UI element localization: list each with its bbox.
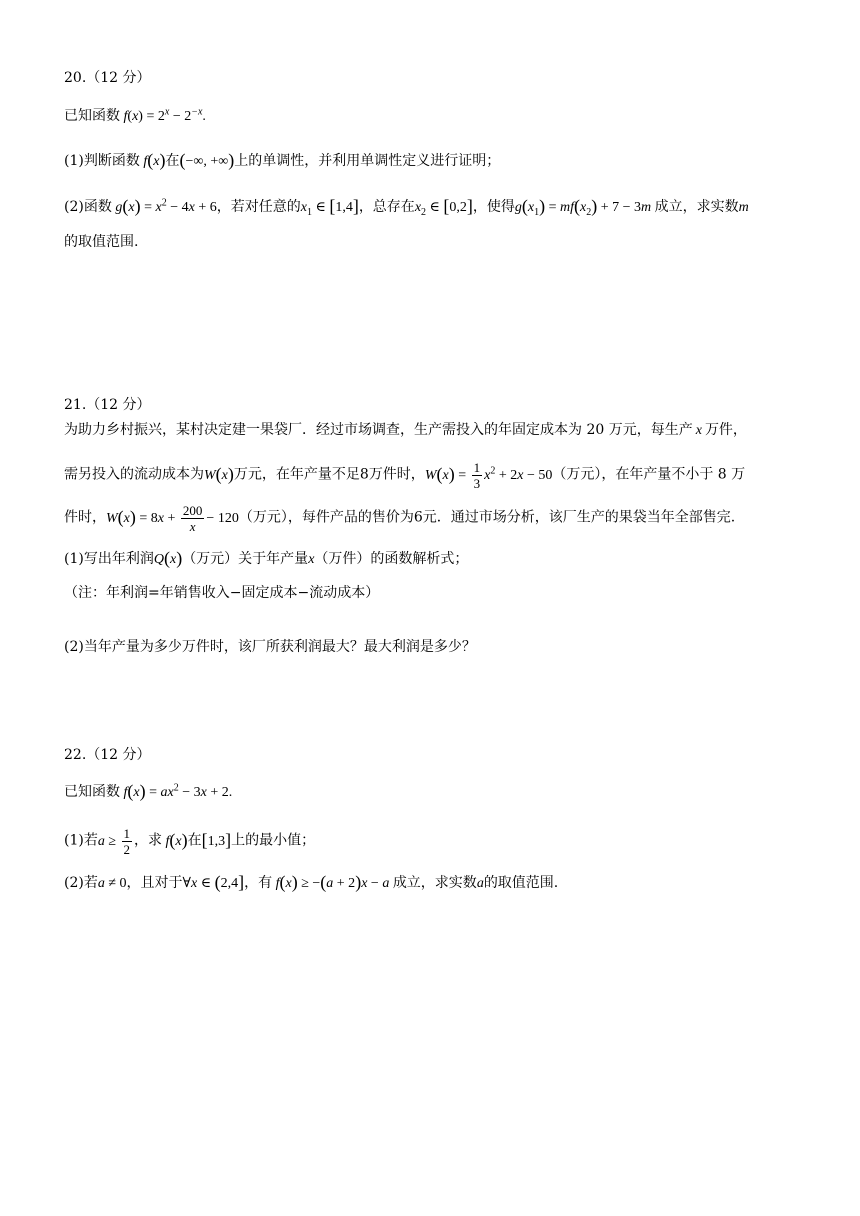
q22-part1-func: f(x): [162, 829, 188, 850]
q22-part1-c: 在: [187, 832, 202, 849]
q21-part1-x: x: [308, 552, 315, 567]
q20-part2-b: ，总存在: [358, 199, 415, 215]
q22-part2-e: 的取值范围.: [483, 875, 559, 891]
q22-part2-c: ，有: [244, 875, 273, 891]
q22-func-def: $f(x) = ax^2 - 3x + 2$.: [120, 781, 233, 801]
q21-part2: (2)当年产量为多少万件时，该厂所获利润最大？最大利润是多少？: [64, 639, 476, 655]
q21-line2-a: 需另投入的流动成本为: [64, 466, 204, 483]
q20-part1-interval: (−∞, +∞): [179, 150, 235, 170]
q20-part1-b: 上的单调性，并利用单调性定义进行证明；: [234, 153, 501, 169]
q20-part2-tail: 的取值范围.: [64, 234, 139, 250]
q20-part2-c: ，使得: [472, 199, 515, 215]
q21-part1: [64, 548, 468, 570]
q20-part2-x2: $x_2$ ∈ [0,2]: [414, 196, 473, 218]
q21-part1-a: (1)写出年利润: [64, 551, 154, 567]
q22-part2-a-var: a: [476, 876, 484, 891]
q21-part1-b: （万元）关于年产量: [182, 551, 309, 567]
q20-part1: [64, 150, 500, 172]
q22-part2-ineq: f(x) ≥ −(a + 2)x − a: [272, 872, 393, 892]
q21-line1-text: 为助力乡村振兴，某村决定建一果袋厂．经过市场调查，生产需投入的年固定成本为 20 万元，每生产: [64, 422, 693, 438]
q21-line3-formula: W(x) = 8x + $\frac{200}{x}$ − 120: [106, 503, 239, 534]
q22-part1-cond: a ≥ $\frac{1}{2}$: [97, 826, 131, 857]
q20-part2-label: (2)函数: [64, 199, 112, 215]
q22-part2-forall: ∀x ∈ (2,4]: [182, 872, 245, 892]
q21-line2-W: W(x): [204, 463, 234, 484]
q21-line2-c: 万件时，: [368, 466, 425, 483]
q21-line2-formula: W(x) = $\frac{1}{3}$ $x^2 + 2x - 50$: [424, 460, 553, 491]
q20-part2-x1: $x_1$ ∈ [1,4]: [300, 196, 359, 218]
q20-part2-m: m: [738, 200, 749, 215]
q22-part2-d: 成立，求实数: [392, 875, 477, 891]
q22-part2-b: ，且对于: [126, 875, 183, 891]
q22-intro-label: 已知函数: [64, 784, 120, 800]
q21-line3-6: 6: [413, 509, 423, 526]
q20-part2-a: ，若对任意的: [216, 199, 301, 215]
q21-part1-Q: Q(x): [153, 548, 183, 568]
q21-line1: [64, 420, 747, 441]
q21-line1-end: 万件，: [704, 422, 747, 438]
q21-line3-b: （万元），每件产品的售价为: [238, 509, 414, 526]
q20-part2: [64, 196, 749, 218]
q20-intro: [64, 106, 206, 127]
q20-part2-eq: $g(x_1) = mf(x_2) + 7 - 3m$: [514, 196, 655, 218]
q22-part1-interval: [1,3]: [201, 829, 232, 850]
q22-header: 22.（12 分）: [64, 747, 151, 763]
q22-part1-a: (1)若: [64, 832, 98, 849]
q20-part1-a: 在: [165, 153, 180, 169]
q20-part1-label: (1)判断函数: [64, 153, 140, 169]
q22-part1-b: ，求: [134, 832, 163, 849]
q21-line1-var: x: [695, 423, 702, 438]
q22-part2-a: (2)若: [64, 875, 98, 891]
q22-part2: [64, 872, 558, 894]
q20-part2-d: 成立，求实数: [654, 199, 739, 215]
q21-header: 21.（12 分）: [64, 397, 151, 413]
q21-line2-d: （万元），在年产量不小于 8 万: [552, 466, 746, 483]
q21-line3-c: 元．通过市场分析，该厂生产的果袋当年全部售完.: [422, 509, 736, 526]
q20-intro-label: 已知函数: [64, 108, 120, 124]
q22-part2-cond: a ≠ 0: [97, 876, 127, 891]
q22-part1-d: 上的最小值；: [231, 832, 316, 849]
q21-line3-a: 件时，: [64, 509, 106, 526]
q20-header: 20.（12 分）: [64, 70, 151, 86]
q21-line2-8: 8: [359, 466, 369, 483]
q21-line2-b: 万元，在年产量不足: [233, 466, 360, 483]
q21-line3: [64, 503, 735, 534]
q21-part1-c: （万件）的函数解析式；: [314, 551, 469, 567]
q22-part1: [64, 826, 315, 857]
q21-line2: [64, 460, 745, 491]
q22-intro: [64, 781, 232, 803]
q20-part2-g: $g(x) = x^2 - 4x + 6$: [111, 196, 217, 216]
q20-func-def: $f(x) = 2^x - 2^{-x}$.: [120, 106, 206, 124]
q21-note: （注：年利润=年销售收入−固定成本−流动成本）: [64, 585, 380, 601]
q20-part1-func: f(x): [139, 150, 166, 170]
